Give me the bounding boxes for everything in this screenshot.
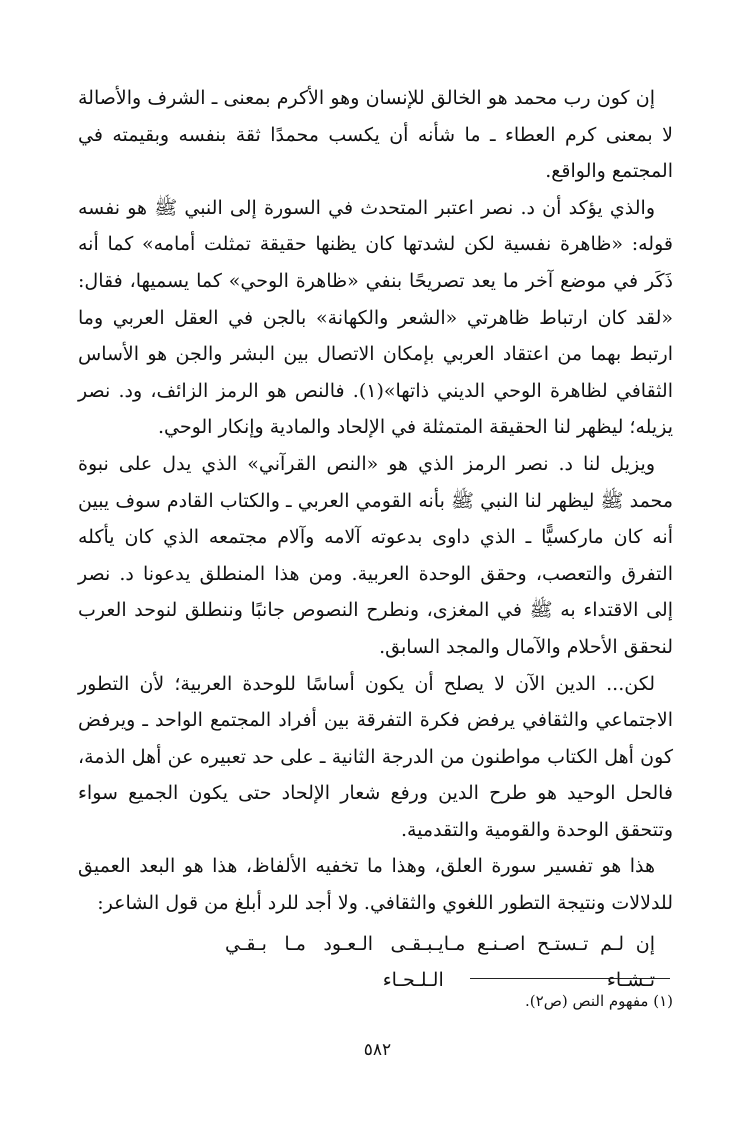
paragraph-4: لكن... الدين الآن لا يصلح أن يكون أساسًا للوحدة العربية؛ لأن التطور الاجتماعي والثقافي يرفض فكرة التفرقة بين أفراد المجتمع الواحد ـ ويرفض كون أهل الكتاب مواطنون من الدرجة الثانية ـ على حد تعبيره عن أهل الذمة، فالحل الوحيد هو طرح الدين ورفع شعار الإلحاد حتى يكون الجميع سواء وتتحقق الوحدة والقومية والتقدمية.: [78, 672, 673, 841]
footnote-divider: [470, 978, 670, 979]
verse-first-hemistich: إن لـم تـستـح اصـنـع مـا تـشـاء: [443, 932, 655, 991]
paragraph-5: هذا هو تفسير سورة العلق، وهذا ما تخفيه الألفاظ، هذا هو البعد العميق للدلالات ونتيجة التطور اللغوي والثقافي. ولا أجد للرد أبلغ من قول الشاعر:: [78, 855, 673, 915]
paragraph-1: إن كون رب محمد هو الخالق للإنسان وهو الأكرم بمعنى ـ الشرف والأصالة لا بمعنى كرم العطاء ـ ما شأنه أن يكسب محمدًا ثقة بنفسه وبقيمته في المجتمع والواقع.: [78, 87, 673, 183]
main-text: [78, 80, 673, 998]
verse-second-hemistich: يـبـقـى الـعـود مـا بـقـي الـلـحـاء: [225, 932, 444, 991]
paragraph-3: ويزيل لنا د. نصر الرمز الذي هو «النص القرآني» الذي يدل على نبوة محمد ﷺ ليظهر لنا النبي ﷺ بأنه القومي العربي ـ والكتاب القادم سوف يبين أنه كان ماركسيًّا ـ الذي داوى بدعوته آلامه وآلام مجتمعه الذي كان يأكله التفرق والتعصب، وحقق الوحدة العربية. ومن هذا المنطلق يدعونا د. نصر إلى الاقتداء به ﷺ في المغزى، ونطرح النصوص جانبًا وننطلق لنوحد العرب لنحقق الأحلام والآمال والمجد السابق.: [78, 452, 673, 658]
paragraph-2: والذي يؤكد أن د. نصر اعتبر المتحدث في السورة إلى النبي ﷺ هو نفسه قوله: «ظاهرة نفسية لكن لشدتها كان يظنها حقيقة تمثلت أمامه» كما أنه ذَكَر في موضع آخر ما يعد تصريحًا بنفي «ظاهرة الوحي» كما يسميها، فقال: «لقد كان ارتباط ظاهرتي «الشعر والكهانة» بالجن في العقل العربي وما ارتبط بهما من اعتقاد العربي بإمكان الاتصال بين البشر والجن هو الأساس الثقافي لظاهرة الوحي الديني ذاتها»(١). فالنص هو الرمز الزائف، ود. نصر يزيله؛ ليظهر لنا الحقيقة المتمثلة في الإلحاد والمادية وإنكار الوحي.: [78, 196, 673, 439]
poem-verse: [225, 926, 655, 998]
page-number: ٥٨٢: [363, 1040, 392, 1060]
footnote: (١) مفهوم النص (ص٢).: [525, 992, 673, 1010]
